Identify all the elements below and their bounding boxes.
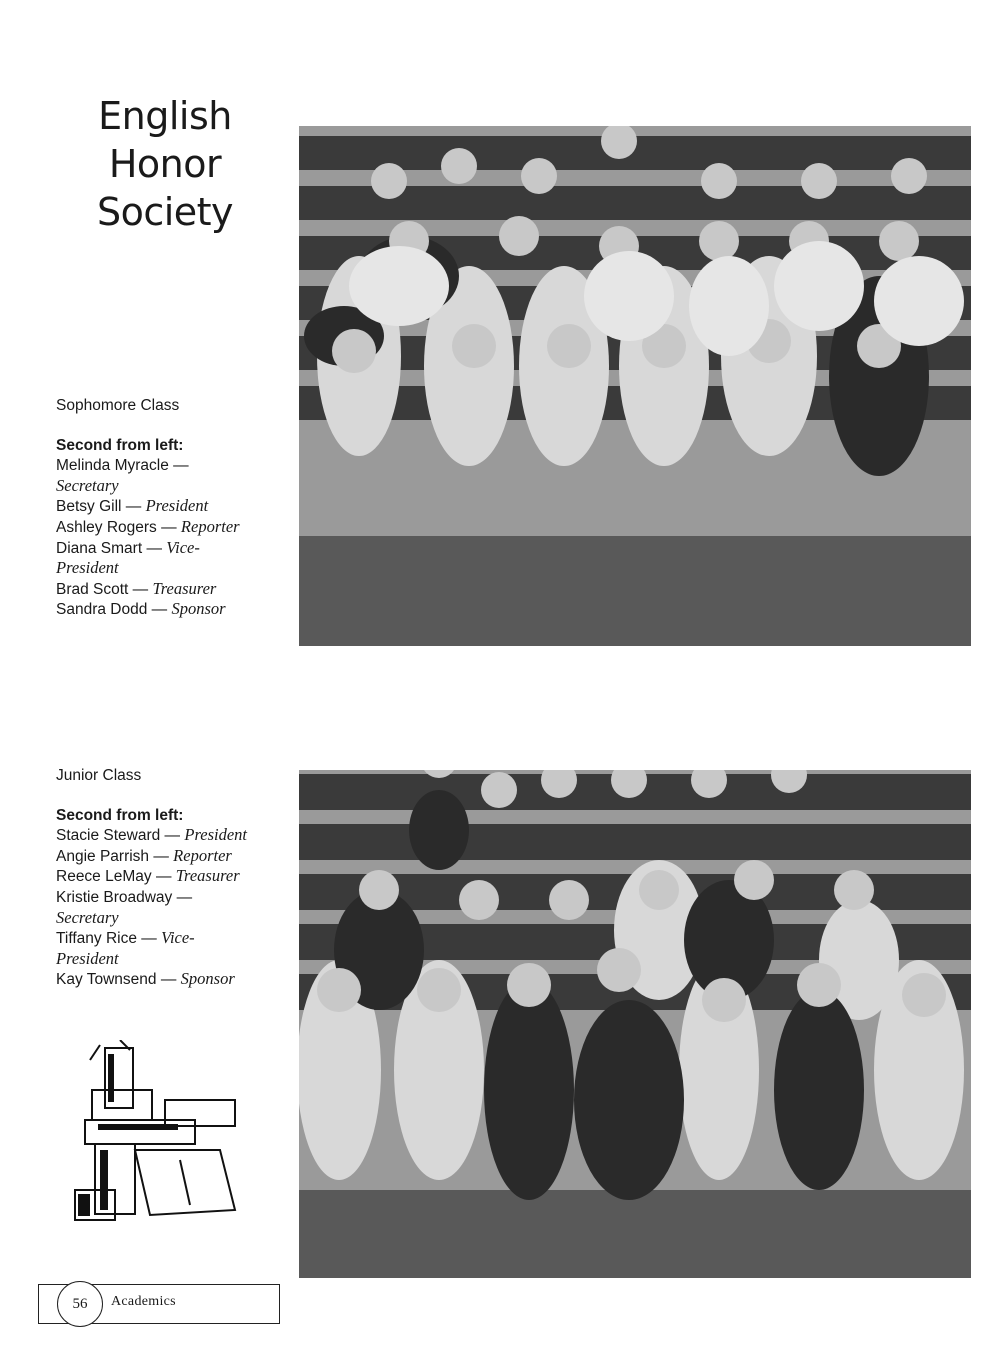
caption-line: Melinda Myracle — [56, 457, 189, 475]
page-footer [38, 1284, 280, 1324]
junior-caption [56, 766, 247, 990]
caption-line: Diana Smart — Vice- [56, 537, 200, 557]
title-line-1: English [98, 94, 232, 138]
sophomore-class-name: Sophomore Class [56, 397, 180, 414]
caption-line: Ashley Rogers — Reporter [56, 516, 240, 536]
title-line-3: Society [96, 190, 234, 234]
junior-group-photo [299, 770, 971, 1278]
sophomore-group-photo [299, 126, 971, 646]
caption-line: Betsy Gill — President [56, 496, 209, 516]
title-line-2: Honor [108, 142, 222, 186]
sophomore-lead: Second from left: [56, 436, 184, 454]
caption-line: Sandra Dodd — Sponsor [56, 599, 226, 619]
junior-class-name: Junior Class [56, 767, 142, 784]
caption-line: President [56, 948, 119, 968]
caption-line: Reece LeMay — Treasurer [56, 866, 240, 886]
junior-lead: Second from left: [56, 806, 184, 824]
page-number: 56 [57, 1281, 103, 1327]
caption-line: Brad Scott — Treasurer [56, 578, 217, 598]
caption-line: Kristie Broadway — [56, 888, 193, 906]
books-illustration [70, 1040, 250, 1230]
caption-line: Angie Parrish — Reporter [56, 845, 232, 865]
sophomore-caption [56, 396, 240, 620]
caption-line: Secretary [56, 475, 119, 495]
caption-line: Tiffany Rice — Vice- [56, 928, 195, 948]
caption-line: President [56, 558, 119, 578]
caption-line: Stacie Steward — President [56, 825, 247, 845]
section-label: Academics [111, 1294, 176, 1309]
caption-line: Kay Townsend — Sponsor [56, 969, 235, 989]
caption-line: Secretary [56, 907, 119, 927]
page-title [70, 92, 260, 236]
